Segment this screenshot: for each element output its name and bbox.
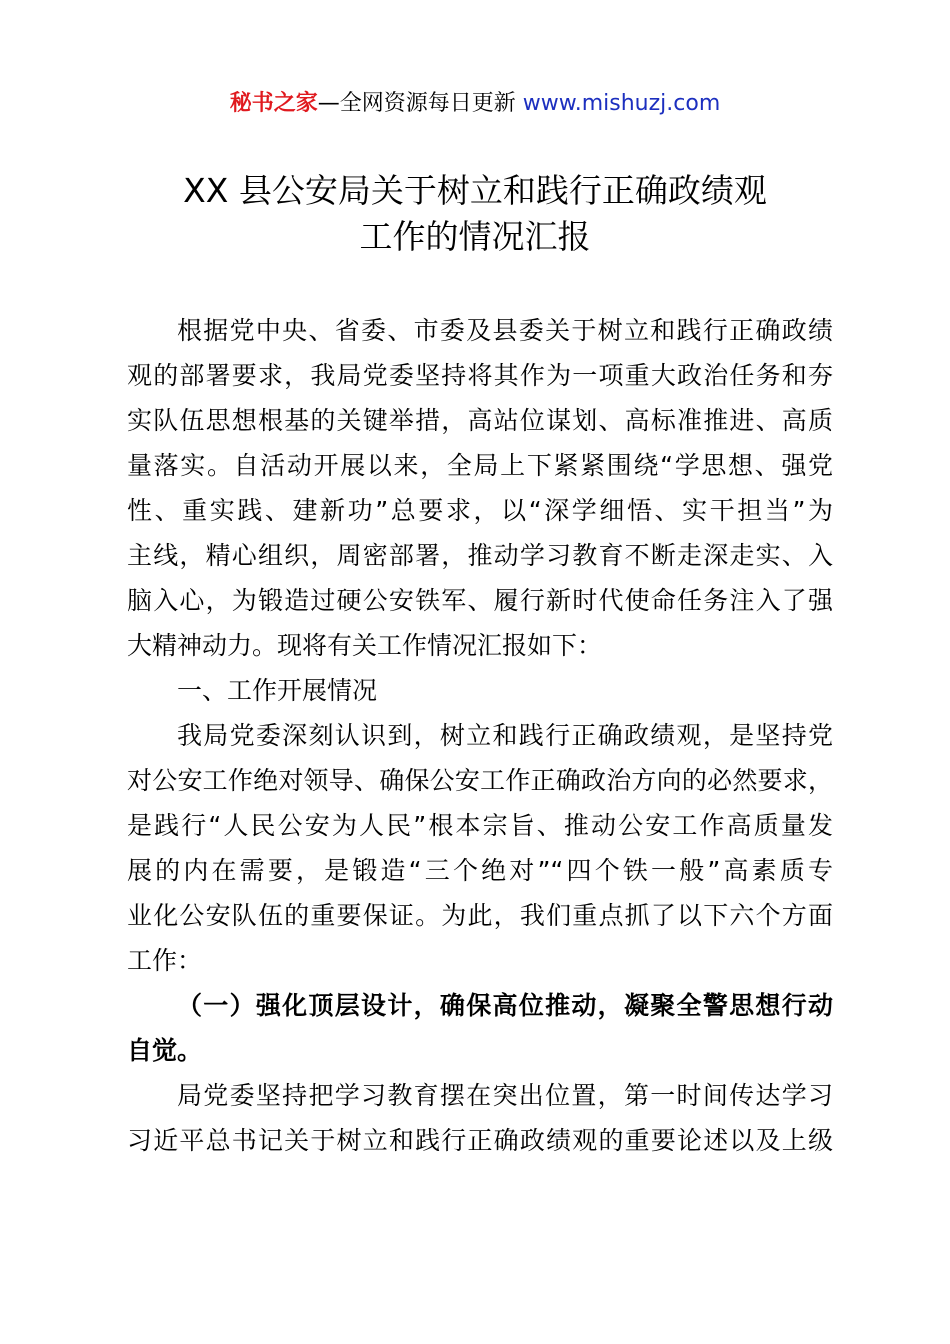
title-line: XX 县公安局关于树立和践行正确政绩观 <box>183 171 767 210</box>
section-heading: 一、工作开展情况 <box>177 676 378 705</box>
paragraph-line: 根据党中央、省委、市委及县委关于树立和践行正确政绩 <box>177 316 833 345</box>
paragraph-line: 主线，精心组织，周密部署，推动学习教育不断走深走实、入 <box>127 541 833 570</box>
paragraph-line: 大精神动力。现将有关工作情况汇报如下： <box>127 631 603 660</box>
paragraph-line: 观的部署要求，我局党委坚持将其作为一项重大政治任务和夯 <box>127 361 833 390</box>
site-url-link[interactable]: www.mishuzj.com <box>522 91 721 116</box>
document-title <box>0 168 950 260</box>
subsection-heading: 自觉。 <box>127 1036 203 1065</box>
header-tagline: —全网资源每日更新 <box>317 91 523 116</box>
paragraph-line: 工作： <box>127 946 203 975</box>
title-line: 工作的情况汇报 <box>359 217 591 256</box>
paragraph-line: 是践行“人民公安为人民”根本宗旨、推动公安工作高质量发 <box>127 811 833 840</box>
site-header <box>0 88 950 120</box>
paragraph-line: 对公安工作绝对领导、确保公安工作正确政治方向的必然要求， <box>127 766 833 795</box>
paragraph-line: 实队伍思想根基的关键举措，高站位谋划、高标准推进、高质 <box>127 406 833 435</box>
paragraph-line: 我局党委深刻认识到，树立和践行正确政绩观，是坚持党 <box>177 721 833 750</box>
paragraph-line: 性、重实践、建新功”总要求，以“深学细悟、实干担当”为 <box>127 496 833 525</box>
paragraph-line: 量落实。自活动开展以来，全局上下紧紧围绕“学思想、强党 <box>127 451 833 480</box>
paragraph-line: 习近平总书记关于树立和践行正确政绩观的重要论述以及上级 <box>127 1126 833 1155</box>
paragraph-line: 局党委坚持把学习教育摆在突出位置，第一时间传达学习 <box>177 1081 833 1110</box>
paragraph-line: 展的内在需要，是锻造“三个绝对”“四个铁一般”高素质专 <box>127 856 833 885</box>
paragraph-line: 脑入心，为锻造过硬公安铁军、履行新时代使命任务注入了强 <box>127 586 833 615</box>
paragraph-line: 业化公安队伍的重要保证。为此，我们重点抓了以下六个方面 <box>127 901 833 930</box>
document-body <box>127 308 833 1163</box>
brand-name: 秘书之家 <box>229 91 318 116</box>
subsection-heading: （一）强化顶层设计，确保高位推动，凝聚全警思想行动 <box>177 991 833 1020</box>
